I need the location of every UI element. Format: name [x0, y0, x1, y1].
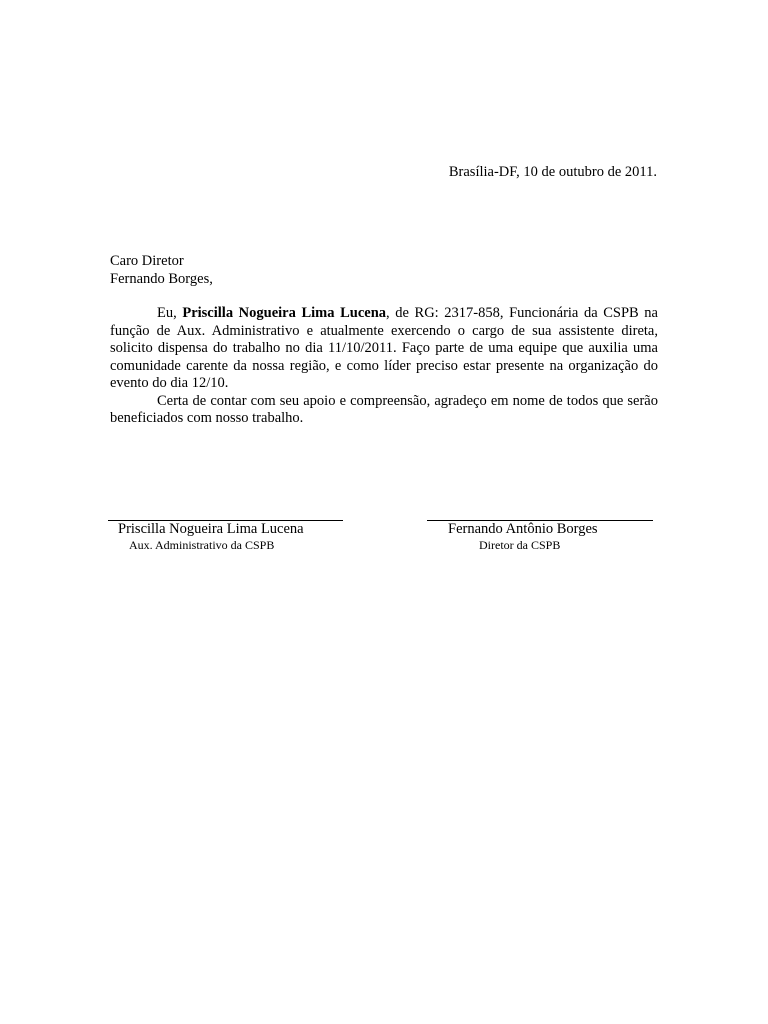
signature-block-requester — [108, 520, 343, 552]
requester-name-bold: Priscilla Nogueira Lima Lucena — [182, 305, 387, 321]
salutation-line-1: Caro Diretor — [110, 253, 184, 269]
letter-body — [110, 305, 658, 428]
salutation-line-2: Fernando Borges, — [110, 271, 213, 287]
signature-role: Diretor da CSPB — [479, 538, 561, 552]
salutation — [110, 252, 213, 288]
signature-name: Priscilla Nogueira Lima Lucena — [118, 521, 304, 537]
signature-name: Fernando Antônio Borges — [448, 521, 598, 537]
paragraph-1-lead: Eu, — [157, 305, 183, 321]
signature-role: Aux. Administrativo da CSPB — [129, 538, 275, 552]
paragraph-2: Certa de contar com seu apoio e compreensão, agradeço em nome de todos que serão beneficiados com nosso trabalho. — [110, 392, 658, 426]
paragraph-1 — [110, 305, 658, 393]
letter-dateline: Brasília-DF, 10 de outubro de 2011. — [448, 164, 657, 180]
paragraph-1-rest: , de RG: 2317-858, Funcionária da CSPB na função de Aux. Administrativo e atualmente exercendo o cargo de sua assistente direta, solicito dispensa do trabalho no dia 11/10/2011. Faço parte de uma equipe que auxilia uma comunidade carente da nossa região, e como líder preciso estar presente na organização do evento do dia 12/10. — [110, 305, 658, 391]
signature-block-director — [427, 520, 653, 552]
